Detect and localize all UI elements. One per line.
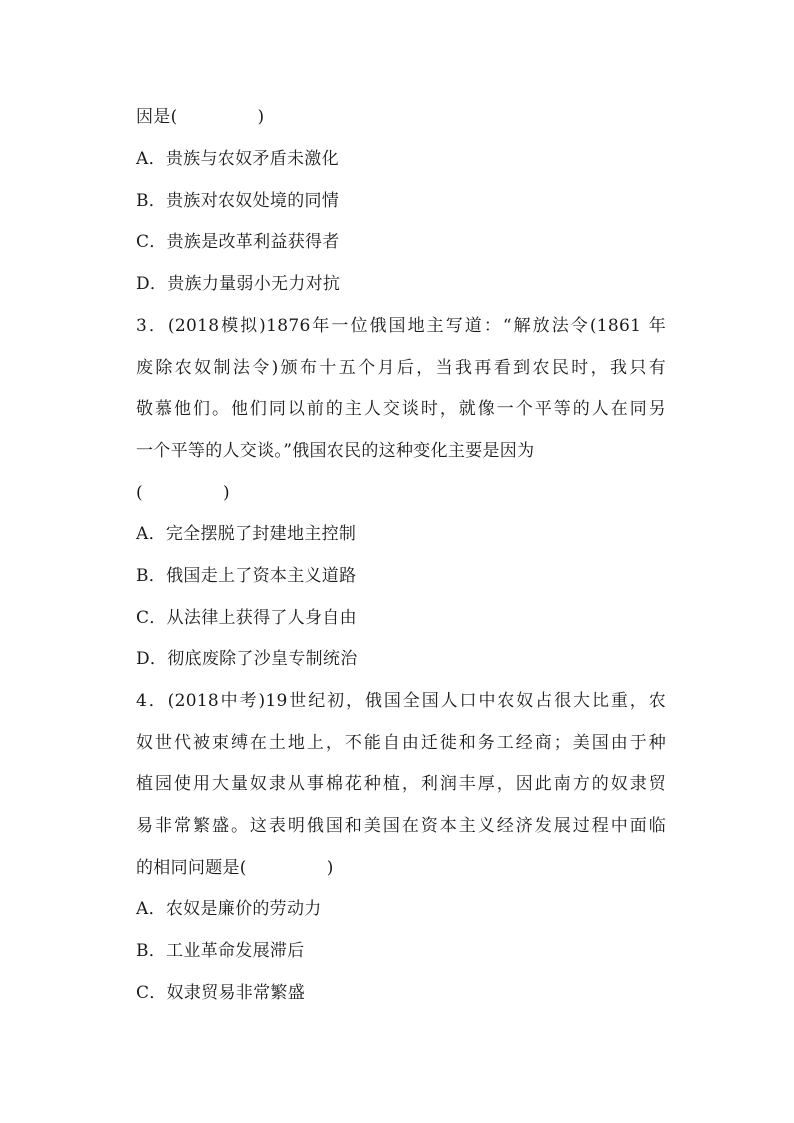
q3-stem-line-4: 一个平等的人交谈。”俄国农民的这种变化主要是因为 bbox=[136, 441, 535, 461]
q4-stem-line-5 bbox=[136, 857, 666, 879]
q4-stem-line-2: 奴世代被束缚在土地上，不能自由迁徙和务工经商；美国由于种 bbox=[136, 733, 666, 753]
q3-stem-line-1: 3．(2018模拟)1876年一位俄国地主写道：“解放法令(1861 年 bbox=[136, 316, 666, 336]
q4-option-a: A．农奴是廉价的劳动力 bbox=[136, 899, 322, 919]
q3-open-paren: ( bbox=[136, 483, 143, 503]
q3-close-paren: ) bbox=[222, 483, 230, 503]
q4-option-c: C．奴隶贸易非常繁盛 bbox=[136, 983, 306, 1003]
q3-option-c: C．从法律上获得了人身自由 bbox=[136, 608, 357, 628]
q2-option-b: B．贵族对农奴处境的同情 bbox=[136, 191, 340, 211]
q3-answer-bracket bbox=[136, 482, 666, 504]
q2-option-d: D．贵族力量弱小无力对抗 bbox=[136, 274, 341, 294]
q2-stem-text: 因是( bbox=[136, 107, 178, 127]
q3-option-b: B．俄国走上了资本主义道路 bbox=[136, 566, 357, 586]
q4-close-paren: ) bbox=[326, 858, 334, 878]
q2-option-c: C．贵族是改革利益获得者 bbox=[136, 232, 340, 252]
q3-option-d: D．彻底废除了沙皇专制统治 bbox=[136, 649, 358, 669]
q4-last-line-text: 的相同问题是( bbox=[136, 858, 247, 878]
q2-close-paren: ) bbox=[257, 107, 265, 127]
q3-stem-line-2: 废除农奴制法令)颁布十五个月后，当我再看到农民时，我只有 bbox=[136, 358, 666, 378]
q3-stem-line-3: 敬慕他们。他们同以前的主人交谈时，就像一个平等的人在同另 bbox=[136, 399, 666, 419]
q2-option-a: A．贵族与农奴矛盾未激化 bbox=[136, 149, 339, 169]
q2-stem-tail bbox=[136, 106, 666, 128]
q3-option-a: A．完全摆脱了封建地主控制 bbox=[136, 524, 357, 544]
q4-option-b: B．工业革命发展滞后 bbox=[136, 941, 305, 961]
q4-stem-line-1: 4．(2018中考)19世纪初，俄国全国人口中农奴占很大比重，农 bbox=[136, 691, 666, 711]
q4-stem-line-3: 植园使用大量奴隶从事棉花种植，利润丰厚，因此南方的奴隶贸 bbox=[136, 774, 666, 794]
q4-stem-line-4: 易非常繁盛。这表明俄国和美国在资本主义经济发展过程中面临 bbox=[136, 816, 666, 836]
